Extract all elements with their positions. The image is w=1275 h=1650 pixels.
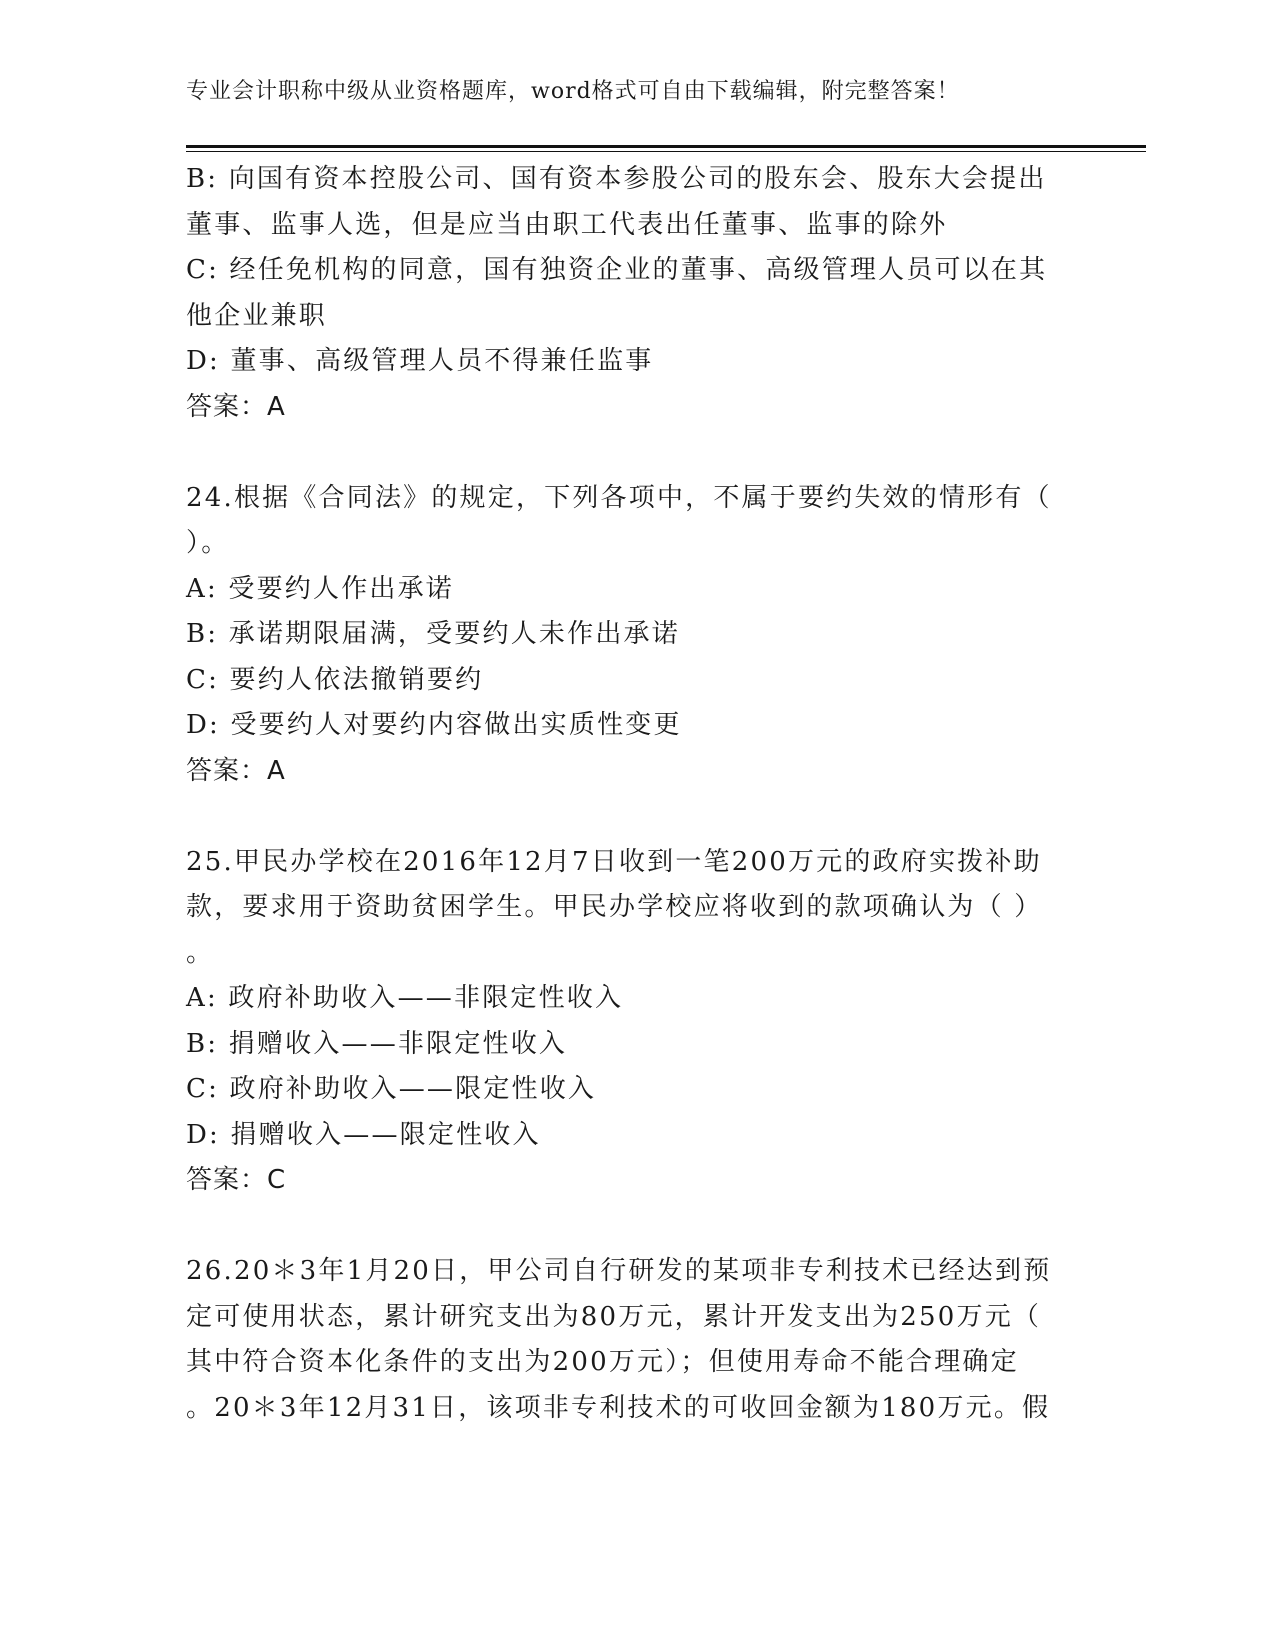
option-d: D: 受要约人对要约内容做出实质性变更 xyxy=(186,710,682,740)
question-text-line1: 26.20＊3年1月20日，甲公司自行研发的某项非专利技术已经达到预 xyxy=(186,1256,1052,1286)
option-b: B: 承诺期限届满，受要约人未作出承诺 xyxy=(186,619,680,649)
question-text-line1: 24.根据《合同法》的规定，下列各项中，不属于要约失效的情形有（ xyxy=(186,482,1052,513)
option-c: C: 政府补助收入——限定性收入 xyxy=(186,1074,597,1104)
question-24 xyxy=(186,476,1086,795)
option-c-line2: 他企业兼职 xyxy=(186,300,328,331)
question-text-line2: ）。 xyxy=(186,528,230,558)
question-26 xyxy=(186,1249,1086,1431)
option-c: C: 要约人依法撤销要约 xyxy=(186,664,484,695)
option-b-line1: B: 向国有资本控股公司、国有资本参股公司的股东会、股东大会提出 xyxy=(186,164,1047,194)
header-rule-thin xyxy=(186,151,1146,152)
answer: 答案：A xyxy=(186,391,286,422)
header-rule-thick xyxy=(186,145,1146,148)
answer: 答案：A xyxy=(186,755,286,786)
option-b-line2: 董事、监事人选，但是应当由职工代表出任董事、监事的除外 xyxy=(186,209,948,240)
document-body xyxy=(186,157,1086,1431)
option-a: A: 受要约人作出承诺 xyxy=(186,573,455,604)
question-text-line2: 定可使用状态，累计研究支出为80万元，累计开发支出为250万元（ xyxy=(186,1301,1042,1332)
spacer xyxy=(186,430,1086,476)
option-a: A: 政府补助收入——非限定性收入 xyxy=(186,983,624,1013)
question-text-line3: 。 xyxy=(186,937,215,968)
question-text-line4: 。20＊3年12月31日，该项非专利技术的可收回金额为180万元。假 xyxy=(186,1392,1051,1423)
question-text-line2: 款，要求用于资助贫困学生。甲民办学校应将收到的款项确认为（ ） xyxy=(186,892,1043,922)
spacer xyxy=(186,794,1086,840)
option-c-line1: C: 经任免机构的同意，国有独资企业的董事、高级管理人员可以在其 xyxy=(186,255,1048,285)
option-d: D: 董事、高级管理人员不得兼任监事 xyxy=(186,346,654,376)
option-b: B: 捐赠收入——非限定性收入 xyxy=(186,1028,568,1059)
question-text-line1: 25.甲民办学校在2016年12月7日收到一笔200万元的政府实拨补助 xyxy=(186,846,1042,877)
answer: 答案：C xyxy=(186,1165,287,1195)
question-23-continued xyxy=(186,157,1086,430)
option-d: D: 捐赠收入——限定性收入 xyxy=(186,1119,541,1150)
question-25 xyxy=(186,840,1086,1204)
question-text-line3: 其中符合资本化条件的支出为200万元）；但使用寿命不能合理确定 xyxy=(186,1347,1019,1377)
page-header: 专业会计职称中级从业资格题库，word格式可自由下载编辑，附完整答案！ xyxy=(186,79,960,104)
spacer xyxy=(186,1204,1086,1250)
